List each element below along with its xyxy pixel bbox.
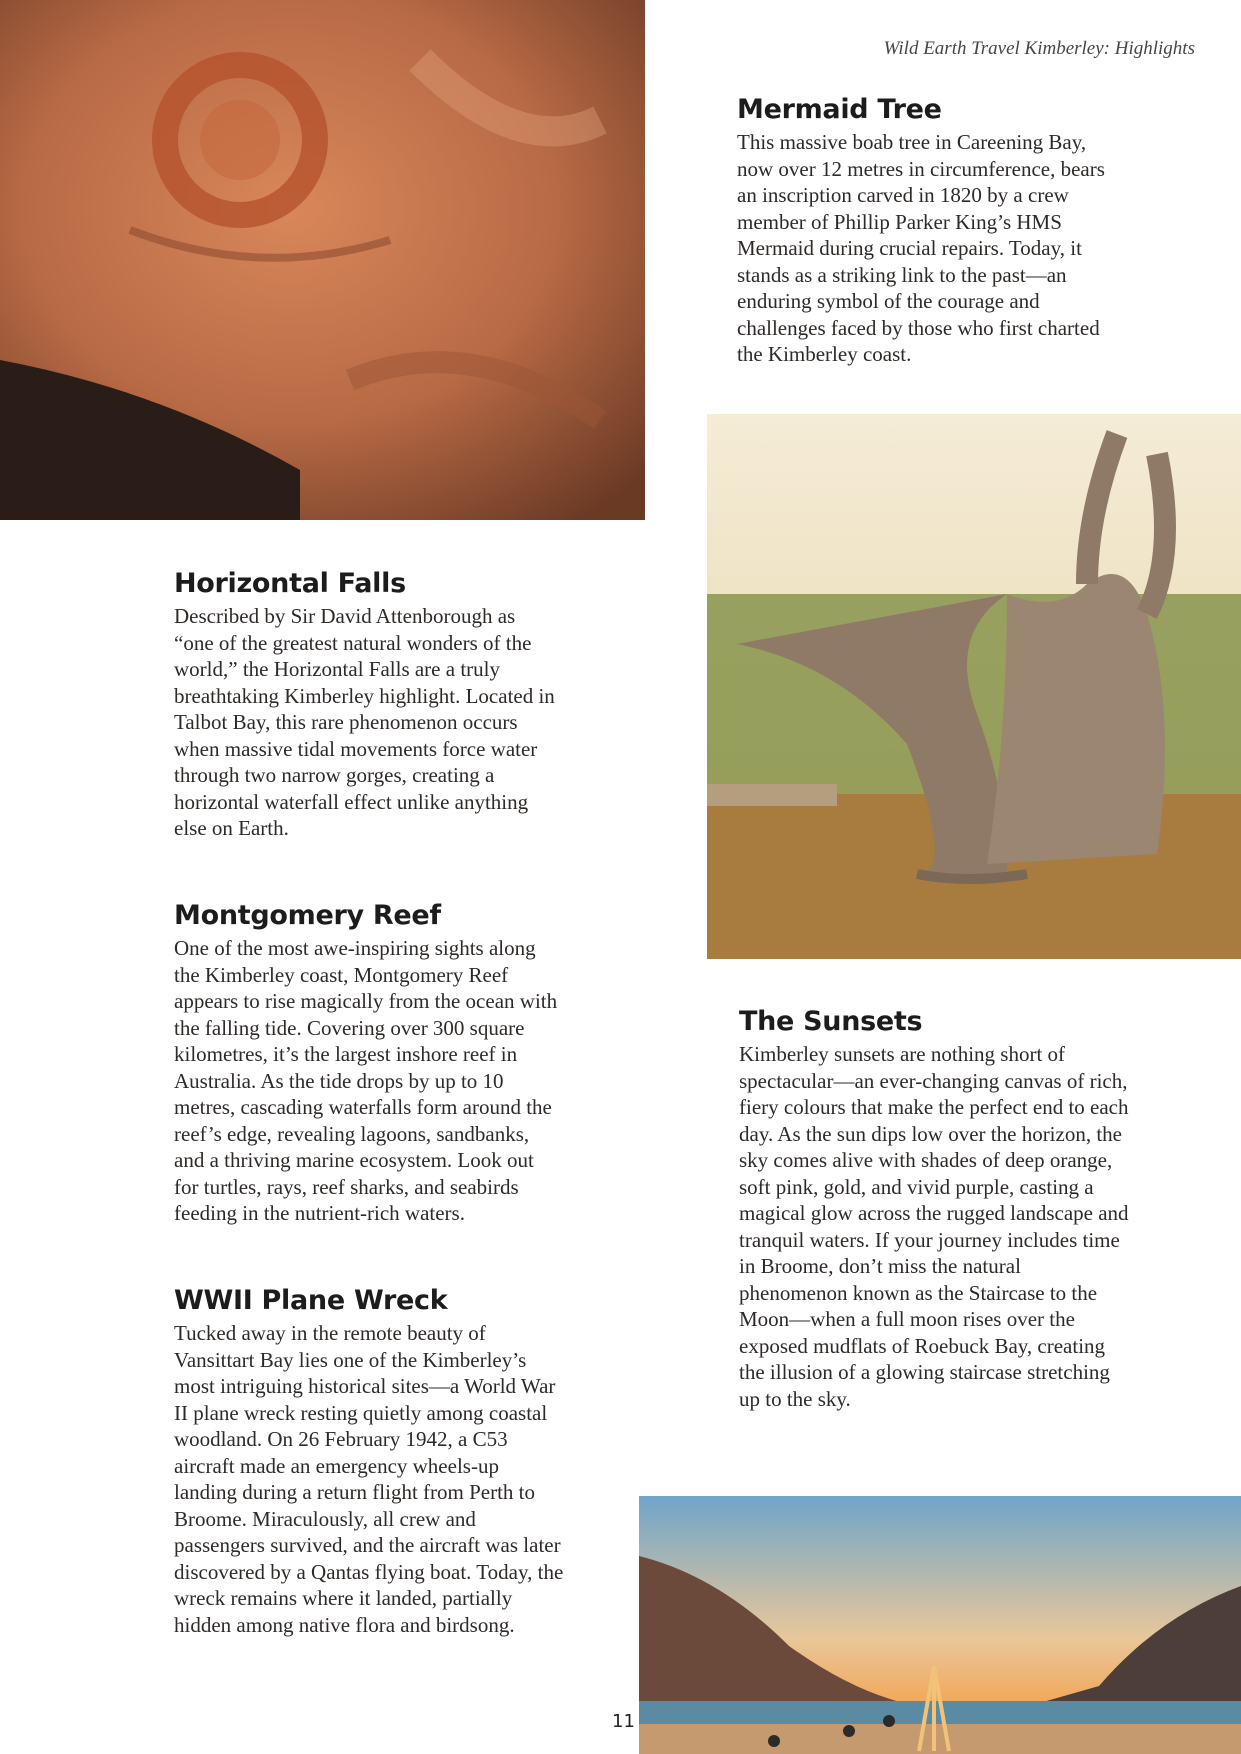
page-number: 11 xyxy=(612,1711,635,1732)
section-heading: Horizontal Falls xyxy=(174,568,406,599)
section-heading: Mermaid Tree xyxy=(737,94,942,125)
section-heading: WWII Plane Wreck xyxy=(174,1285,448,1316)
section-body: Kimberley sunsets are nothing short of spectacular—an ever-changing canvas of rich, fiery colours that make the perfect end to each day. As the sun dips low over the horizon, the sky comes alive with shades of deep orange, soft pink, gold, and vivid purple, casting a magical glow across the rugged landscape and tranquil waters. If your journey includes time in Broome, don’t miss the natural phenomenon known as the Staircase to the Moon—when a full moon rises over the exposed mudflats of Roebuck Bay, creating the illusion of a glowing staircase stretching up to the sky. xyxy=(739,1042,1129,1411)
section-plane-wreck xyxy=(174,1285,564,1638)
section-horizontal-falls xyxy=(174,568,559,842)
sunset-beach-photo xyxy=(639,1496,1241,1754)
section-body: This massive boab tree in Careening Bay, now over 12 metres in circumference, bears an inscription carved in 1820 by a crew member of Phillip Parker King’s HMS Mermaid during crucial repairs. Today, it stands as a striking link to the past—an enduring symbol of the courage and challenges faced by those who first charted the Kimberley coast. xyxy=(737,130,1105,366)
section-body: One of the most awe-inspiring sights along the Kimberley coast, Montgomery Reef appears to rise magically from the ocean with the falling tide. Covering over 300 square kilometres, it’s the largest inshore reef in Australia. As the tide drops by up to 10 metres, cascading waterfalls form around the reef’s edge, revealing lagoons, sandbanks, and a thriving marine ecosystem. Look out for turtles, rays, reef sharks, and seabirds feeding in the nutrient-rich waters. xyxy=(174,936,558,1225)
section-montgomery-reef xyxy=(174,900,559,1227)
section-mermaid-tree xyxy=(737,94,1117,368)
running-header: Wild Earth Travel Kimberley: Highlights xyxy=(883,38,1195,59)
boab-tree-photo xyxy=(707,414,1241,959)
section-body: Described by Sir David Attenborough as “one of the greatest natural wonders of the world,” the Horizontal Falls are a truly breathtaking Kimberley highlight. Located in Talbot Bay, this rare phenomenon occurs when massive tidal movements force water through two narrow gorges, creating a horizontal waterfall effect unlike anything else on Earth. xyxy=(174,604,555,840)
section-heading: The Sunsets xyxy=(739,1006,923,1037)
section-heading: Montgomery Reef xyxy=(174,900,441,931)
rock-art-photo xyxy=(0,0,645,520)
section-body: Tucked away in the remote beauty of Vansittart Bay lies one of the Kimberley’s most intriguing historical sites—a World War II plane wreck resting quietly among coastal woodland. On 26 February 1942, a C53 aircraft made an emergency wheels-up landing during a return flight from Perth to Broome. Miraculously, all crew and passengers survived, and the aircraft was later discovered by a Qantas flying boat. Today, the wreck remains where it landed, partially hidden among native flora and birdsong. xyxy=(174,1321,564,1637)
section-sunsets xyxy=(739,1006,1129,1412)
